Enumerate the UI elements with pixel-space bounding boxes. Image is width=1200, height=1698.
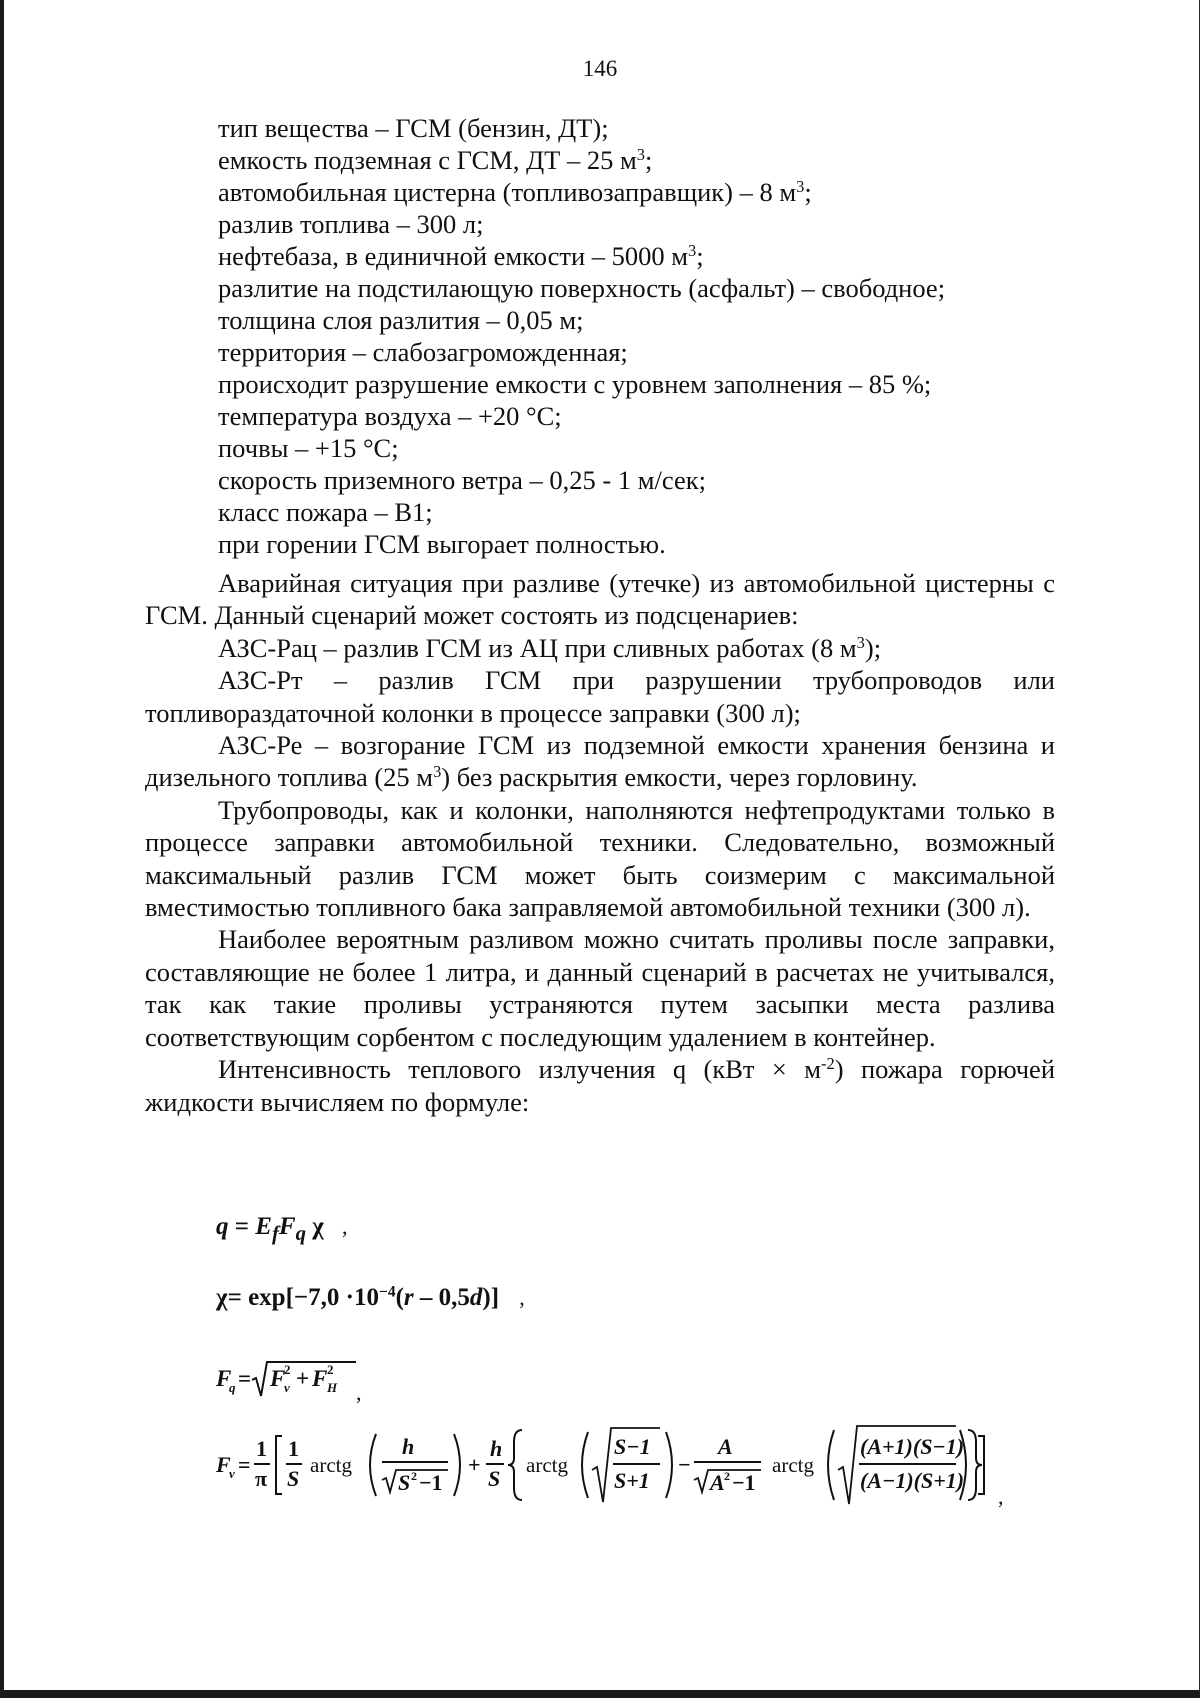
svg-text:2: 2 (411, 1469, 417, 1483)
paragraph-probable-spill: Наиболее вероятным разливом можно считать проливы после заправки, составляющие не более 1 литра, и данный сценарий в расчетах не учитывался, так как такие проливы устраняются путем засыпки места разлива соответствующим сорбентом с последующим удалением в контейнер. (145, 924, 1055, 1052)
scan-edge-left (0, 0, 4, 1698)
svg-text:H: H (327, 1380, 338, 1395)
formula-q: $q = E_fF_q$ χ , (216, 1213, 348, 1245)
parameter-item: происходит разрушение емкости с уровнем заполнения – 85 %; (218, 369, 932, 399)
svg-text:−: − (678, 1452, 691, 1477)
svg-text:A: A (718, 1434, 733, 1459)
formula-fv-svg (216, 1420, 976, 1512)
svg-text:F: F (312, 1366, 328, 1391)
svg-text:A: A (710, 1470, 725, 1495)
svg-text:−1: −1 (732, 1470, 756, 1495)
svg-text:π: π (255, 1466, 268, 1491)
body-text (145, 567, 1055, 1118)
svg-text:S−1: S−1 (614, 1434, 651, 1459)
parameter-item: класс пожара – В1; (218, 497, 433, 527)
svg-text:h: h (490, 1436, 503, 1461)
svg-text:S+1: S+1 (614, 1468, 650, 1493)
svg-text:h: h (402, 1434, 415, 1459)
page-number: 146 (582, 56, 618, 81)
svg-text:(A−1)(S+1): (A−1)(S+1) (860, 1468, 965, 1493)
svg-text:−1: −1 (419, 1470, 443, 1495)
superscript: 3 (688, 240, 697, 260)
svg-text:F: F (216, 1366, 232, 1391)
parameter-item: территория – слабозагроможденная; (218, 337, 628, 367)
paragraph-intensity: Интенсивность теплового излучения q $(кВт \times м^{-2})$ пожара горючей жидкости вычисляем по формуле: (145, 1054, 1055, 1117)
formula-fv: F v = 1 π 1 S arctg h S 2 −1 + h S arctg S−1 S+1 − A A 2 −1 arctg (A+1)(S−1) (A−1)(S+1) , (216, 1420, 976, 1512)
parameter-item: нефтебаза, в единичной емкости – 5000 $м^3$; (218, 240, 704, 271)
parameter-item: разлив топлива – 300 л; (218, 209, 484, 239)
svg-text:2: 2 (724, 1469, 730, 1483)
svg-text:arctg: arctg (310, 1453, 352, 1477)
parameter-item: емкость подземная с ГСМ, ДТ – 25 $м^3$; (218, 144, 653, 175)
formula-fq: F q = F 2 v + F 2 H , (216, 1356, 376, 1406)
paragraph-pipelines: Трубопроводы, как и колонки, наполняются нефтепродуктами только в процессе заправки автомобильной техники. Следовательно, возможный максимальный разлив ГСМ может быть соизмерим с максимальной вместимостью топливного бака заправляемой автомобильной техники (300 л). (145, 794, 1055, 923)
parameter-item: разлитие на подстилающую поверхность (асфальт) – свободное; (218, 273, 946, 303)
paragraph-accident-intro: Аварийная ситуация при разливе (утечке) из автомобильной цистерны с ГСМ. Данный сценарий может состоять из подсценариев: (145, 568, 1055, 631)
svg-text:1: 1 (288, 1436, 299, 1461)
superscript: 3 (796, 176, 805, 196)
svg-text:v: v (229, 1466, 235, 1481)
parameter-item: почвы – +15 °С; (218, 433, 399, 463)
formula-chi: $\chi= \exp[-7,0 \cdot 10^{-4}(r - 0,5d)]$ , (216, 1283, 525, 1311)
parameter-item: автомобильная цистерна (топливозаправщик) – 8 $м^3$; (218, 176, 812, 207)
formula-fq-svg (216, 1356, 376, 1406)
svg-text:F: F (270, 1366, 286, 1391)
superscript: 3 (636, 144, 645, 164)
svg-text:=: = (238, 1452, 251, 1477)
parameter-item: при горении ГСМ выгорает полностью. (218, 529, 666, 559)
svg-text:v: v (284, 1380, 290, 1395)
svg-text:S: S (398, 1470, 411, 1495)
svg-text:S: S (488, 1466, 501, 1491)
parameter-item: тип вещества – ГСМ (бензин, ДТ); (218, 113, 609, 143)
svg-text:+: + (296, 1366, 310, 1391)
svg-text:(A+1)(S−1): (A+1)(S−1) (860, 1434, 965, 1459)
parameter-item: скорость приземного ветра – 0,25 - 1 м/сек; (218, 465, 706, 495)
svg-text:arctg: arctg (526, 1453, 568, 1477)
parameter-list (218, 112, 945, 560)
svg-text:2: 2 (284, 1362, 291, 1377)
svg-text:F: F (216, 1452, 231, 1477)
parameter-item: толщина слоя разлития – 0,05 м; (218, 305, 584, 335)
formula-fv-close-bracket (976, 1420, 1000, 1512)
svg-text:q: q (229, 1380, 236, 1395)
paragraph-azs-rt: АЗС-Рт – разлив ГСМ при разрушении трубопроводов или топливораздаточной колонки в процессе заправки (300 л); (145, 665, 1055, 728)
svg-text:S: S (287, 1466, 300, 1491)
scan-edge-bottom (0, 1690, 1200, 1698)
svg-text:2: 2 (327, 1362, 334, 1377)
svg-text:arctg: arctg (772, 1453, 814, 1477)
svg-text:=: = (238, 1366, 252, 1391)
svg-text:1: 1 (256, 1436, 267, 1461)
svg-text:+: + (468, 1452, 481, 1477)
parameter-item: температура воздуха – +20 °С; (218, 401, 562, 431)
paragraph-azs-rac: АЗС-Рац – разлив ГСМ из АЦ при сливных работах (8 $м^3$); (218, 632, 882, 663)
paragraph-azs-re: АЗС-Ре – возгорание ГСМ из подземной емкости хранения бензина и дизельного топлива (25 $м^3$) без раскрытия емкости, через горловину. (145, 730, 1055, 793)
